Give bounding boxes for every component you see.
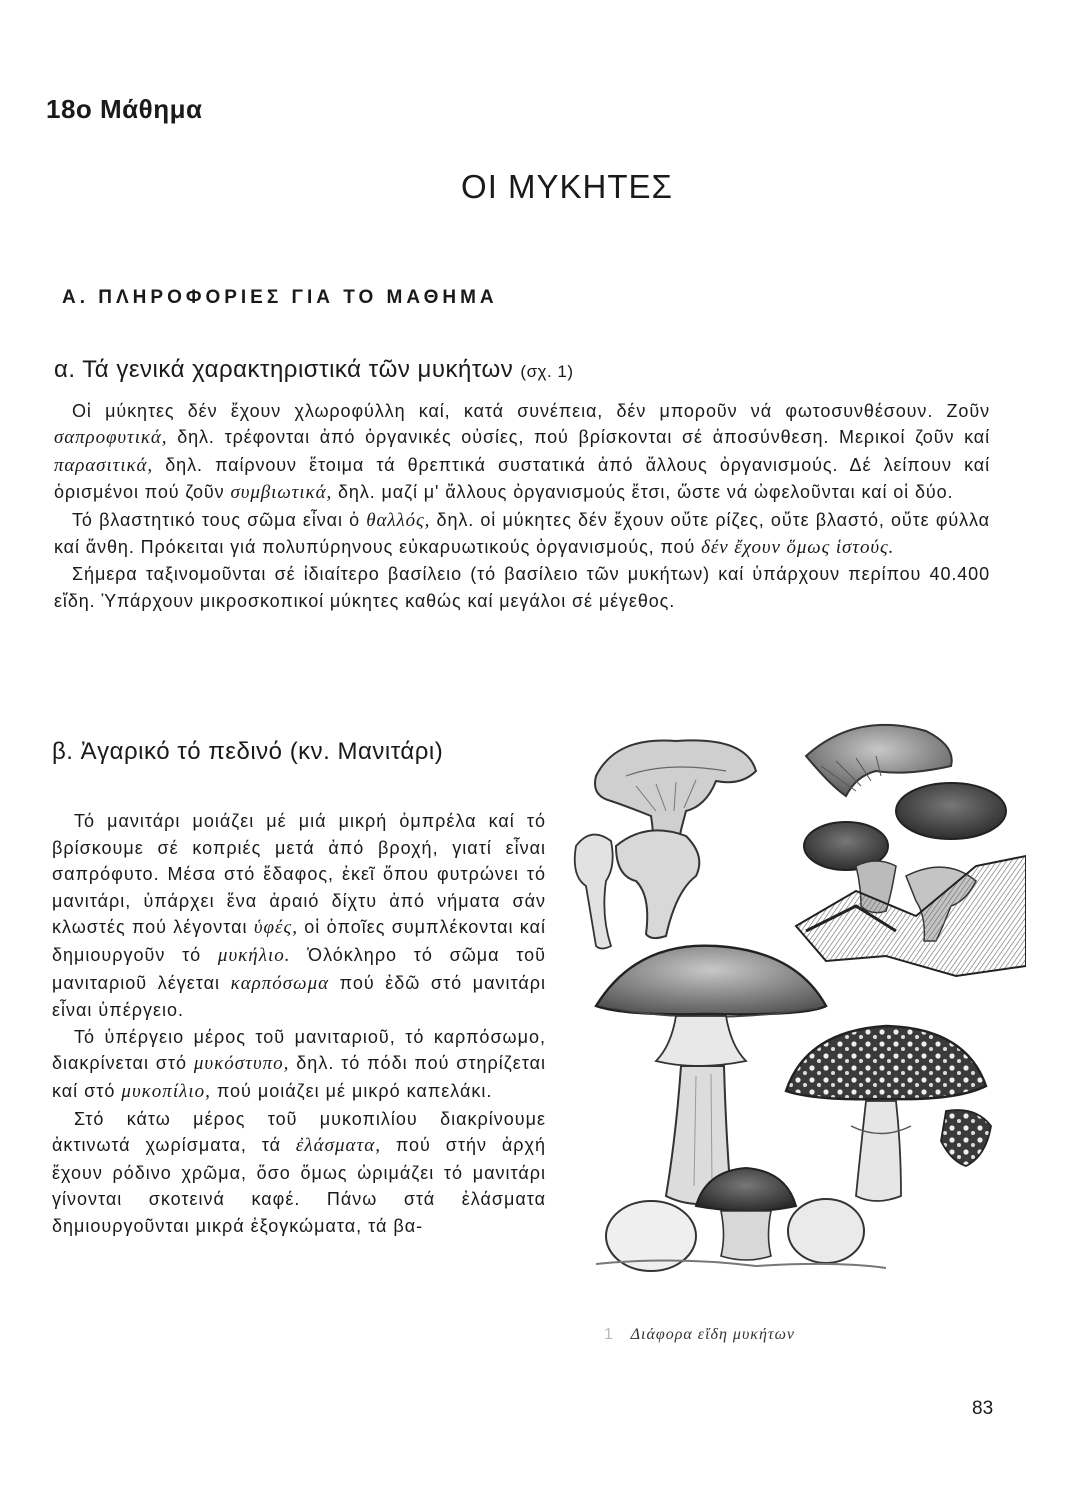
figure-caption — [604, 1326, 795, 1344]
page-number: 83 — [972, 1398, 994, 1419]
paragraph-mycelium: Τό μανιτάρι μοιάζει μέ μιά μικρή ὀμπρέλα καί τό βρίσκουμε σέ κοπριές μετά ἀπό βροχή, γιατί εἶναι σαπρόφυτο. Μέσα στό ἔδαφος, ἐκεῖ ὅπου φυτρώνει τό μανιτάρι, ὑπάρχει ἕνα ἀραιό δίχτυ ἀπό νήματα σάν κλωστές πού λέγονται ὑφές, οἱ ὁποῖες συμπλέκονται καί δημιουργοῦν τό μυκήλιο. Ὁλόκληρο τό σῶμα τοῦ μανιταριοῦ λέγεται καρπόσωμα πού ἐδῶ στό μανιτάρι εἶναι ὑπέργειο. — [52, 811, 546, 1021]
mushroom-description — [52, 808, 546, 1240]
paragraph-thallus: Τό βλαστητικό τους σῶμα εἶναι ὁ θαλλός, δηλ. οἱ μύκητες δέν ἔχουν οὔτε ρίζες, οὔτε βλαστό, οὔτε φύλλα καί ἄνθη. Πρόκειται γιά πολυπύρηνους εὐκαρυωτικούς ὀργανισμούς, πού δέν ἔχουν ὅμως ἱστούς. — [54, 509, 990, 559]
subsection-a-text: α. Τά γενικά χαρακτηριστικά τῶν μυκήτων — [54, 356, 514, 383]
mushrooms-illustration-icon — [556, 716, 1026, 1276]
figure-reference: (σχ. 1) — [520, 362, 574, 381]
caption-number: 1 — [604, 1326, 614, 1343]
paragraph-gills: Στό κάτω μέρος τοῦ μυκοπιλίου διακρίνουμε ἀκτινωτά χωρίσματα, τά ἐλάσματα, πού στήν ἀρχή ἔχουν ρόδινο χρῶμα, ὅσο ὅμως ὡριμάζει τό μανιτάρι γίνονται σκοτεινά καφέ. Πάνω στά ἐλάσματα δημιουργοῦνται μικρά ἐξογκώματα, τά βα- — [52, 1108, 547, 1236]
section-heading: Α. ΠΛΗΡΟΦΟΡΙΕΣ ΓΙΑ ΤΟ ΜΑΘΗΜΑ — [62, 287, 498, 308]
lesson-number: 18ο Μάθημα — [46, 94, 203, 124]
subsection-a-title — [54, 356, 1014, 384]
paragraph-classification: Σήμερα ταξινομοῦνται σέ ἰδιαίτερο βασίλειο (τό βασίλειο τῶν μυκήτων) καί ὑπάρχουν περίπου 40.400 εἴδη. Ὑπάρχουν μικροσκοπικοί μύκητες καθώς καί μεγάλοι σέ μέγεθος. — [54, 564, 990, 611]
paragraph-nutrition: Οἱ μύκητες δέν ἔχουν χλωροφύλλη καί, κατά συνέπεια, δέν μποροῦν νά φωτοσυνθέσουν. Ζοῦν σαπροφυτικά, δηλ. τρέφονται ἀπό ὀργανικές οὐσίες, πού βρίσκονται σέ ἀποσύνθεση. Μερικοί ζοῦν καί παρασιτικά, δηλ. παίρνουν ἕτοιμα τά θρεπτικά συστατικά ἀπό ἄλλους ὀργανισμούς. Δέ λείπουν καί ὁρισμένοι πού ζοῦν συμβιωτικά, δηλ. μαζί μ' ἄλλους ὀργανισμούς ἔτσι, ὥστε νά ὠφελοῦνται καί οἱ δύο. — [54, 401, 990, 504]
mushrooms-illustration — [556, 716, 1026, 1276]
paragraph-fruiting-body: Τό ὑπέργειο μέρος τοῦ μανιταριοῦ, τό καρπόσωμο, διακρίνεται στό μυκόστυπο, δηλ. τό πόδι πού στηρίζεται καί στό μυκοπίλιο, πού μοιάζει μέ μικρό καπελάκι. — [52, 1026, 546, 1102]
subsection-b-title: β. Ἀγαρικό τό πεδινό (κν. Μανιτάρι) — [52, 738, 444, 765]
chapter-title: ΟΙ ΜΥΚΗΤΕΣ — [461, 168, 673, 205]
caption-text: Διάφορα εἴδη μυκήτων — [630, 1326, 796, 1343]
intro-paragraphs — [54, 398, 990, 614]
